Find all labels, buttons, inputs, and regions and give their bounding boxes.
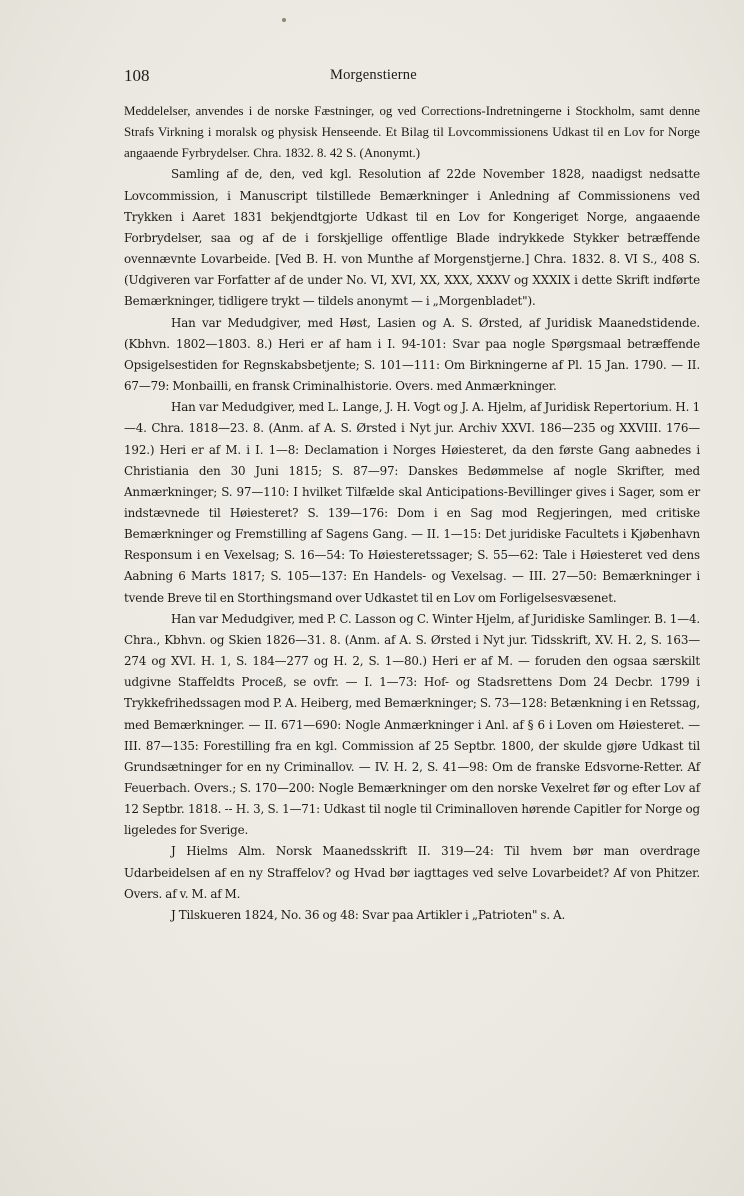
paragraph-juridiske-samlinger: Han var Medudgiver, med P. C. Lasson og C. Winter Hjelm, af Juridiske Samlinger. B. 1—4. Chra., Kbhvn. og Skien 1826—31. 8. (Anm. af A. S. Ørsted i Nyt jur. Tidsskrift, XV. H. 2, S. 163—274 og XVI. H. 1, S. 184—277 og H. 2, S. 1—80.) Heri er af M. — foruden den ogsaa særskilt udgivne Staffeldts Proceß, se ovfr. — I. 1—73: Hof- og Stadsrettens Dom 24 Decbr. 1799 i Trykkefrihedssagen mod P. A. Heiberg, med Bemærkninger; S. 73—128: Betænkning i en Retssag, med Bemærkninger. — II. 671—690: Nogle Anmærkninger i Anl. af § 6 i Loven om Høiesteret. — III. 87—135: Forestilling fra en kgl. Commission af 25 Septbr. 1800, der skulde gjøre Udkast til Grundsætninger for en ny Criminallov. — IV. H. 2, S. 41—98: Om de franske Edsvorne-Retter. Af Feuerbach. Overs.; S. 170—200: Nogle Bemærkninger om den norske Vexelret før og efter Lov af 12 Septbr. 1818. -- H. 3, S. 1—71: Udkast til nogle til Criminalloven hørende Capitler for Norge og ligeledes for Sverige. xyxy=(124,611,700,838)
paragraph-juridisk-maanedstidende: Han var Medudgiver, med Høst, Lasien og A. S. Ørsted, af Juridisk Maanedstidende. (Kbhvn. 1802—1803. 8.) Heri er af ham i I. 94-101: Svar paa nogle Spørgsmaal betræffende Opsigelsestiden for Regnskabsbetjente; S. 101—111: Om Birkningerne af Pl. 15 Jan. 1790. — II. 67—79: Monbailli, en fransk Criminalhistorie. Overs. med Anmærkninger. xyxy=(124,315,700,394)
paragraph-continuation: Meddelelser, anvendes i de norske Fæstninger, og ved Corrections-Indretningerne i Stockholm, samt denne Strafs Virkning i moralsk og physisk Henseende. Et Bilag til Lovcommissionens Udkast til en Lov for Norge angaaende Fyrbrydelser. Chra. 1832. 8. 42 S. (Anonymt.) xyxy=(124,104,700,161)
paragraph-tilskueren: J Tilskueren 1824, No. 36 og 48: Svar paa Artikler i „Patrioten" s. A. xyxy=(171,907,566,922)
running-title: Morgenstierne xyxy=(330,67,417,83)
body-text xyxy=(124,101,700,926)
page-number: 108 xyxy=(124,66,150,85)
paragraph-samling: Samling af de, den, ved kgl. Resolution af 22de November 1828, naadigst nedsatte Lovcommission, i Manuscript tilstillede Bemærkninger i Anledning af Commissionens ved Trykken i Aaret 1831 bekjendtgjorte Udkast til en Lov for Kongeriget Norge, angaaende Forbrydelser, saa og af de i forskjellige offentlige Blade indrykkede Stykker betræffende ovennævnte Lovarbeide. [Ved B. H. von Munthe af Morgenstjerne.] Chra. 1832. 8. VI S., 408 S. (Udgiveren var Forfatter af de under No. VI, XVI, XX, XXX, XXXV og XXXIX i dette Skrift indførte Bemærkninger, tidligere trykt — tildels anonymt — i „Morgenbladet"). xyxy=(124,167,700,309)
ink-speck xyxy=(282,18,286,22)
paragraph-maanedsskrift: J Hielms Alm. Norsk Maanedsskrift II. 319—24: Til hvem bør man overdrage Udarbeidelsen af en ny Straffelov? og Hvad bør iagttages ved selve Lovarbeidet? Af von Phitzer. Overs. af v. M. af M. xyxy=(124,844,700,901)
page-header xyxy=(124,66,700,88)
paragraph-juridisk-repertorium: Han var Medudgiver, med L. Lange, J. H. Vogt og J. A. Hjelm, af Juridisk Repertorium. H. 1—4. Chra. 1818—23. 8. (Anm. af A. S. Ørsted i Nyt jur. Archiv XXVI. 186—235 og XXVIII. 176—192.) Heri er af M. i I. 1—8: Declamation i Norges Høiesteret, da den første Gang aabnedes i Christiania den 30 Juni 1815; S. 87—97: Danskes Bedømmelse af nogle Skrifter, med Anmærkninger; S. 97—110: I hvilket Tilfælde skal Anticipations-Bevillinger gives i Sager, som er indstævnede til Høiesteret? S. 139—176: Dom i en Sag mod Regjeringen, med critiske Bemærkninger og Fremstilling af Sagens Gang. — II. 1—15: Det juridiske Facultets i Kjøbenhavn Responsum i en Vexelsag; S. 16—54: To Høiesteretssager; S. 55—62: Tale i Høiesteret ved dens Aabning 6 Marts 1817; S. 105—137: En Handels- og Vexelsag. — III. 27—50: Bemærkninger i tvende Breve til en Storthingsmand over Udkastet til en Lov om Forligelsesvæsenet. xyxy=(124,400,700,605)
